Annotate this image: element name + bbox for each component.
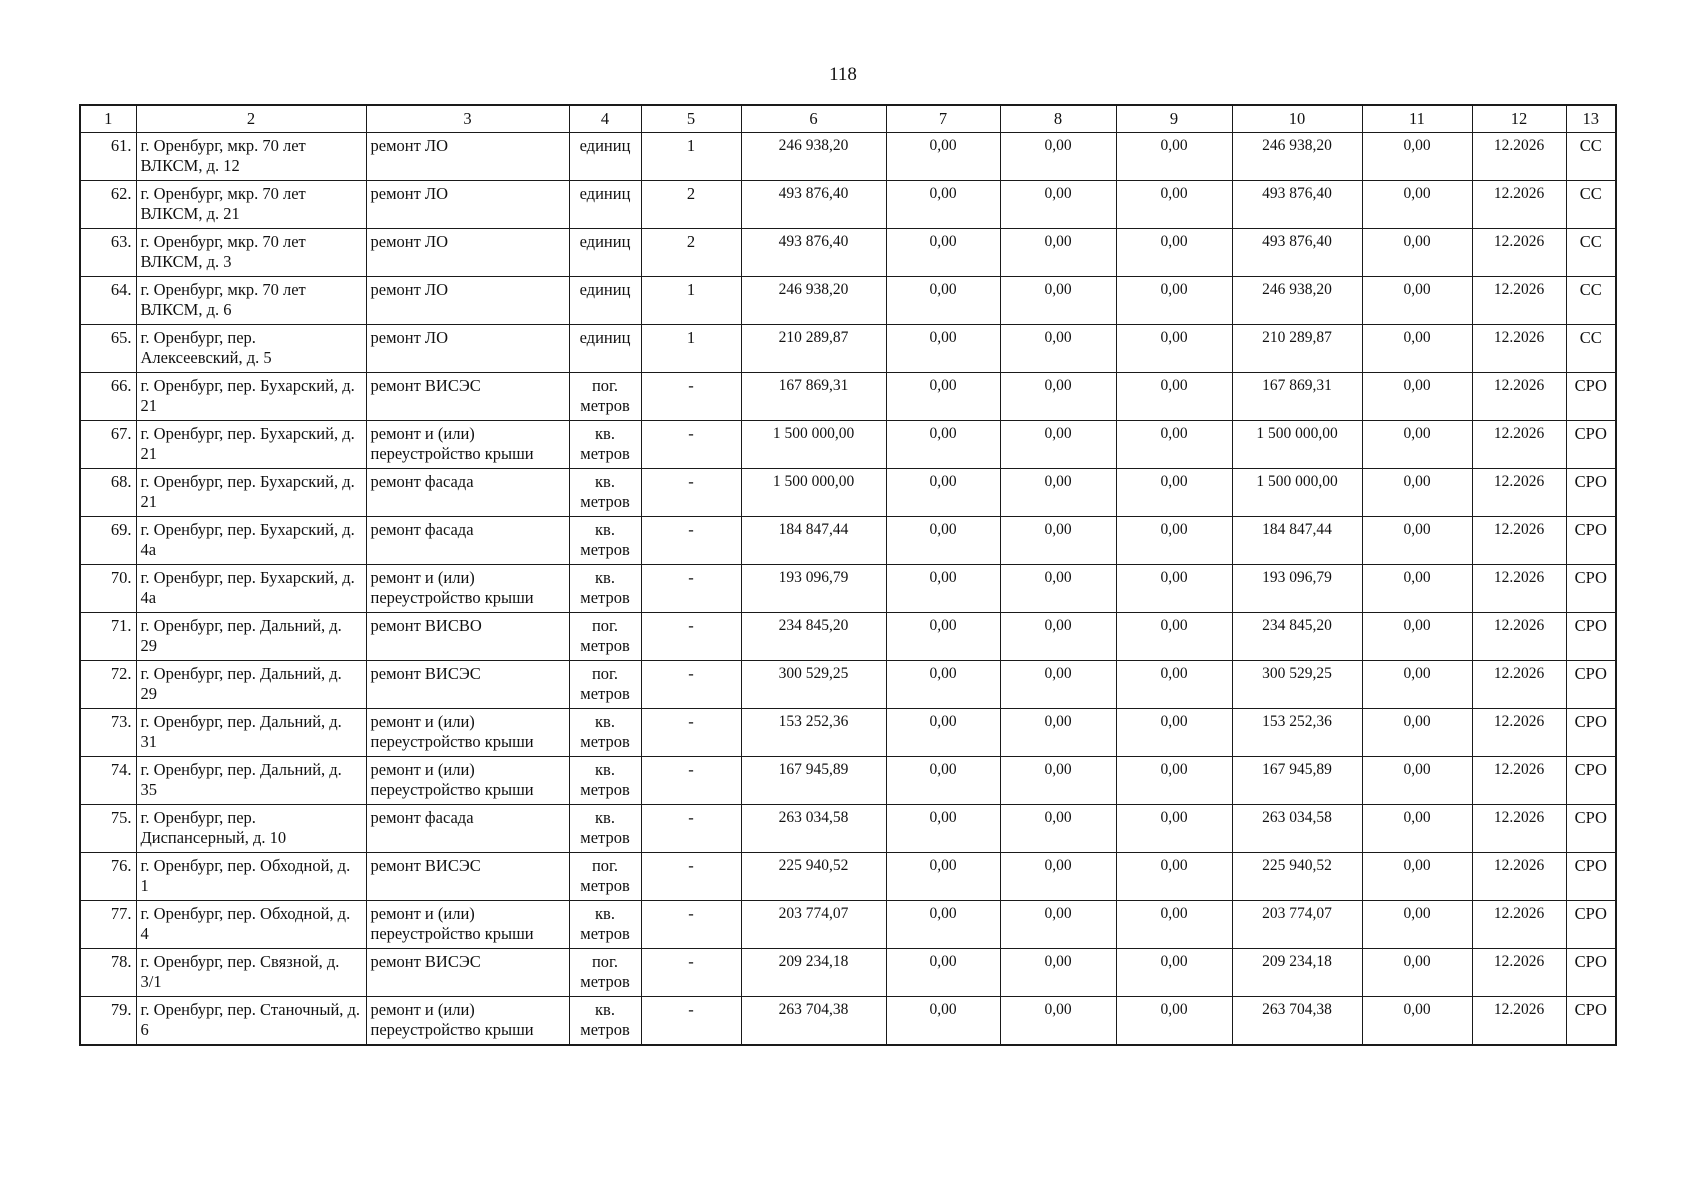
cost-col8-cell: 0,00 bbox=[1000, 997, 1116, 1045]
table-row bbox=[80, 565, 1616, 613]
completion-date-cell: 12.2026 bbox=[1472, 613, 1566, 661]
unit-cell: единиц bbox=[569, 133, 641, 181]
method-cell: СРО bbox=[1566, 565, 1616, 613]
quantity-cell: - bbox=[641, 565, 741, 613]
cost-col11-cell: 0,00 bbox=[1362, 517, 1472, 565]
unit-cell: кв. метров bbox=[569, 709, 641, 757]
work-type-cell: ремонт фасада bbox=[366, 469, 569, 517]
cost-col8-cell: 0,00 bbox=[1000, 757, 1116, 805]
cost-total-cell: 1 500 000,00 bbox=[741, 469, 886, 517]
cost-col7-cell: 0,00 bbox=[886, 325, 1000, 373]
cost-col9-cell: 0,00 bbox=[1116, 469, 1232, 517]
cost-col8-cell: 0,00 bbox=[1000, 565, 1116, 613]
method-cell: СРО bbox=[1566, 373, 1616, 421]
quantity-cell: - bbox=[641, 613, 741, 661]
quantity-cell: - bbox=[641, 901, 741, 949]
completion-date-cell: 12.2026 bbox=[1472, 133, 1566, 181]
quantity-cell: - bbox=[641, 469, 741, 517]
cost-col7-cell: 0,00 bbox=[886, 949, 1000, 997]
completion-date-cell: 12.2026 bbox=[1472, 373, 1566, 421]
address-cell: г. Оренбург, мкр. 70 лет ВЛКСМ, д. 3 bbox=[136, 229, 366, 277]
unit-cell: единиц bbox=[569, 181, 641, 229]
column-header: 7 bbox=[886, 105, 1000, 133]
cost-total-cell: 234 845,20 bbox=[741, 613, 886, 661]
address-cell: г. Оренбург, пер. Алексеевский, д. 5 bbox=[136, 325, 366, 373]
cost-col8-cell: 0,00 bbox=[1000, 133, 1116, 181]
cost-col8-cell: 0,00 bbox=[1000, 469, 1116, 517]
cost-col11-cell: 0,00 bbox=[1362, 421, 1472, 469]
completion-date-cell: 12.2026 bbox=[1472, 709, 1566, 757]
cost-col10-cell: 493 876,40 bbox=[1232, 181, 1362, 229]
completion-date-cell: 12.2026 bbox=[1472, 181, 1566, 229]
work-type-cell: ремонт ЛО bbox=[366, 133, 569, 181]
method-cell: СС bbox=[1566, 325, 1616, 373]
work-type-cell: ремонт ВИСЭС bbox=[366, 949, 569, 997]
cost-total-cell: 167 945,89 bbox=[741, 757, 886, 805]
work-type-cell: ремонт и (или) переустройство крыши bbox=[366, 901, 569, 949]
address-cell: г. Оренбург, пер. Бухарский, д. 21 bbox=[136, 469, 366, 517]
cost-col8-cell: 0,00 bbox=[1000, 325, 1116, 373]
cost-col7-cell: 0,00 bbox=[886, 901, 1000, 949]
column-header: 13 bbox=[1566, 105, 1616, 133]
row-number-cell: 68. bbox=[80, 469, 136, 517]
cost-col7-cell: 0,00 bbox=[886, 661, 1000, 709]
row-number-cell: 74. bbox=[80, 757, 136, 805]
column-header: 2 bbox=[136, 105, 366, 133]
cost-col9-cell: 0,00 bbox=[1116, 517, 1232, 565]
unit-cell: пог. метров bbox=[569, 373, 641, 421]
cost-col10-cell: 263 704,38 bbox=[1232, 997, 1362, 1045]
cost-total-cell: 246 938,20 bbox=[741, 277, 886, 325]
cost-total-cell: 209 234,18 bbox=[741, 949, 886, 997]
quantity-cell: - bbox=[641, 517, 741, 565]
cost-col9-cell: 0,00 bbox=[1116, 277, 1232, 325]
unit-cell: пог. метров bbox=[569, 613, 641, 661]
quantity-cell: 1 bbox=[641, 277, 741, 325]
method-cell: СРО bbox=[1566, 661, 1616, 709]
cost-col7-cell: 0,00 bbox=[886, 565, 1000, 613]
method-cell: СРО bbox=[1566, 805, 1616, 853]
method-cell: СРО bbox=[1566, 469, 1616, 517]
completion-date-cell: 12.2026 bbox=[1472, 757, 1566, 805]
cost-col11-cell: 0,00 bbox=[1362, 229, 1472, 277]
cost-col9-cell: 0,00 bbox=[1116, 661, 1232, 709]
row-number-cell: 62. bbox=[80, 181, 136, 229]
work-type-cell: ремонт ЛО bbox=[366, 229, 569, 277]
cost-col10-cell: 167 869,31 bbox=[1232, 373, 1362, 421]
completion-date-cell: 12.2026 bbox=[1472, 661, 1566, 709]
cost-total-cell: 1 500 000,00 bbox=[741, 421, 886, 469]
cost-col7-cell: 0,00 bbox=[886, 229, 1000, 277]
cost-col8-cell: 0,00 bbox=[1000, 373, 1116, 421]
unit-cell: кв. метров bbox=[569, 757, 641, 805]
column-header: 10 bbox=[1232, 105, 1362, 133]
cost-col8-cell: 0,00 bbox=[1000, 949, 1116, 997]
unit-cell: кв. метров bbox=[569, 565, 641, 613]
cost-col10-cell: 210 289,87 bbox=[1232, 325, 1362, 373]
unit-cell: кв. метров bbox=[569, 469, 641, 517]
unit-cell: пог. метров bbox=[569, 853, 641, 901]
cost-col11-cell: 0,00 bbox=[1362, 805, 1472, 853]
column-header: 5 bbox=[641, 105, 741, 133]
address-cell: г. Оренбург, пер. Дальний, д. 29 bbox=[136, 613, 366, 661]
table-body bbox=[80, 133, 1616, 1045]
cost-col11-cell: 0,00 bbox=[1362, 661, 1472, 709]
address-cell: г. Оренбург, пер. Бухарский, д. 21 bbox=[136, 373, 366, 421]
row-number-cell: 72. bbox=[80, 661, 136, 709]
address-cell: г. Оренбург, мкр. 70 лет ВЛКСМ, д. 21 bbox=[136, 181, 366, 229]
table-row bbox=[80, 325, 1616, 373]
cost-col10-cell: 167 945,89 bbox=[1232, 757, 1362, 805]
cost-col8-cell: 0,00 bbox=[1000, 661, 1116, 709]
cost-col7-cell: 0,00 bbox=[886, 853, 1000, 901]
quantity-cell: - bbox=[641, 709, 741, 757]
completion-date-cell: 12.2026 bbox=[1472, 421, 1566, 469]
quantity-cell: 2 bbox=[641, 229, 741, 277]
cost-col10-cell: 1 500 000,00 bbox=[1232, 421, 1362, 469]
cost-col9-cell: 0,00 bbox=[1116, 853, 1232, 901]
row-number-cell: 64. bbox=[80, 277, 136, 325]
cost-col11-cell: 0,00 bbox=[1362, 325, 1472, 373]
cost-total-cell: 493 876,40 bbox=[741, 229, 886, 277]
cost-col8-cell: 0,00 bbox=[1000, 901, 1116, 949]
row-number-cell: 63. bbox=[80, 229, 136, 277]
cost-col8-cell: 0,00 bbox=[1000, 229, 1116, 277]
cost-col9-cell: 0,00 bbox=[1116, 229, 1232, 277]
cost-col9-cell: 0,00 bbox=[1116, 709, 1232, 757]
cost-col7-cell: 0,00 bbox=[886, 613, 1000, 661]
cost-col8-cell: 0,00 bbox=[1000, 277, 1116, 325]
table-row bbox=[80, 997, 1616, 1045]
completion-date-cell: 12.2026 bbox=[1472, 565, 1566, 613]
work-type-cell: ремонт ВИСВО bbox=[366, 613, 569, 661]
address-cell: г. Оренбург, мкр. 70 лет ВЛКСМ, д. 6 bbox=[136, 277, 366, 325]
completion-date-cell: 12.2026 bbox=[1472, 325, 1566, 373]
cost-col7-cell: 0,00 bbox=[886, 133, 1000, 181]
work-type-cell: ремонт ВИСЭС bbox=[366, 661, 569, 709]
row-number-cell: 79. bbox=[80, 997, 136, 1045]
work-type-cell: ремонт ЛО bbox=[366, 181, 569, 229]
header-row bbox=[80, 105, 1616, 133]
method-cell: СРО bbox=[1566, 517, 1616, 565]
row-number-cell: 69. bbox=[80, 517, 136, 565]
column-header: 6 bbox=[741, 105, 886, 133]
address-cell: г. Оренбург, пер. Бухарский, д. 4а bbox=[136, 565, 366, 613]
address-cell: г. Оренбург, пер. Бухарский, д. 21 bbox=[136, 421, 366, 469]
unit-cell: единиц bbox=[569, 229, 641, 277]
cost-total-cell: 167 869,31 bbox=[741, 373, 886, 421]
table-row bbox=[80, 661, 1616, 709]
cost-col9-cell: 0,00 bbox=[1116, 325, 1232, 373]
method-cell: СРО bbox=[1566, 613, 1616, 661]
row-number-cell: 75. bbox=[80, 805, 136, 853]
cost-col11-cell: 0,00 bbox=[1362, 565, 1472, 613]
cost-col10-cell: 493 876,40 bbox=[1232, 229, 1362, 277]
address-cell: г. Оренбург, пер. Дальний, д. 31 bbox=[136, 709, 366, 757]
cost-col9-cell: 0,00 bbox=[1116, 997, 1232, 1045]
work-type-cell: ремонт и (или) переустройство крыши bbox=[366, 997, 569, 1045]
cost-total-cell: 153 252,36 bbox=[741, 709, 886, 757]
cost-col8-cell: 0,00 bbox=[1000, 517, 1116, 565]
table-row bbox=[80, 469, 1616, 517]
unit-cell: единиц bbox=[569, 325, 641, 373]
address-cell: г. Оренбург, пер. Станочный, д. 6 bbox=[136, 997, 366, 1045]
address-cell: г. Оренбург, пер. Бухарский, д. 4а bbox=[136, 517, 366, 565]
unit-cell: кв. метров bbox=[569, 421, 641, 469]
address-cell: г. Оренбург, пер. Обходной, д. 1 bbox=[136, 853, 366, 901]
cost-total-cell: 300 529,25 bbox=[741, 661, 886, 709]
work-type-cell: ремонт фасада bbox=[366, 517, 569, 565]
quantity-cell: - bbox=[641, 373, 741, 421]
unit-cell: кв. метров bbox=[569, 517, 641, 565]
method-cell: СРО bbox=[1566, 853, 1616, 901]
cost-col7-cell: 0,00 bbox=[886, 181, 1000, 229]
work-type-cell: ремонт ВИСЭС bbox=[366, 853, 569, 901]
row-number-cell: 61. bbox=[80, 133, 136, 181]
cost-col10-cell: 246 938,20 bbox=[1232, 133, 1362, 181]
cost-col9-cell: 0,00 bbox=[1116, 901, 1232, 949]
column-header: 12 bbox=[1472, 105, 1566, 133]
quantity-cell: 1 bbox=[641, 325, 741, 373]
cost-col10-cell: 209 234,18 bbox=[1232, 949, 1362, 997]
row-number-cell: 67. bbox=[80, 421, 136, 469]
method-cell: СРО bbox=[1566, 757, 1616, 805]
table-row bbox=[80, 421, 1616, 469]
work-type-cell: ремонт и (или) переустройство крыши bbox=[366, 709, 569, 757]
cost-total-cell: 263 034,58 bbox=[741, 805, 886, 853]
cost-col11-cell: 0,00 bbox=[1362, 949, 1472, 997]
cost-col9-cell: 0,00 bbox=[1116, 373, 1232, 421]
row-number-cell: 65. bbox=[80, 325, 136, 373]
completion-date-cell: 12.2026 bbox=[1472, 517, 1566, 565]
address-cell: г. Оренбург, мкр. 70 лет ВЛКСМ, д. 12 bbox=[136, 133, 366, 181]
cost-col7-cell: 0,00 bbox=[886, 997, 1000, 1045]
table-row bbox=[80, 709, 1616, 757]
cost-col8-cell: 0,00 bbox=[1000, 421, 1116, 469]
completion-date-cell: 12.2026 bbox=[1472, 805, 1566, 853]
quantity-cell: - bbox=[641, 853, 741, 901]
work-type-cell: ремонт ЛО bbox=[366, 325, 569, 373]
row-number-cell: 73. bbox=[80, 709, 136, 757]
method-cell: СРО bbox=[1566, 949, 1616, 997]
column-header: 1 bbox=[80, 105, 136, 133]
row-number-cell: 70. bbox=[80, 565, 136, 613]
work-type-cell: ремонт и (или) переустройство крыши bbox=[366, 757, 569, 805]
address-cell: г. Оренбург, пер. Дальний, д. 29 bbox=[136, 661, 366, 709]
cost-col7-cell: 0,00 bbox=[886, 373, 1000, 421]
method-cell: СРО bbox=[1566, 901, 1616, 949]
address-cell: г. Оренбург, пер. Диспансерный, д. 10 bbox=[136, 805, 366, 853]
unit-cell: единиц bbox=[569, 277, 641, 325]
cost-col9-cell: 0,00 bbox=[1116, 613, 1232, 661]
cost-col10-cell: 203 774,07 bbox=[1232, 901, 1362, 949]
table-row bbox=[80, 373, 1616, 421]
work-type-cell: ремонт ЛО bbox=[366, 277, 569, 325]
cost-col11-cell: 0,00 bbox=[1362, 181, 1472, 229]
cost-total-cell: 210 289,87 bbox=[741, 325, 886, 373]
column-header: 9 bbox=[1116, 105, 1232, 133]
quantity-cell: - bbox=[641, 757, 741, 805]
method-cell: СРО bbox=[1566, 997, 1616, 1045]
cost-col7-cell: 0,00 bbox=[886, 709, 1000, 757]
table-row bbox=[80, 853, 1616, 901]
works-table bbox=[79, 104, 1617, 1046]
cost-col10-cell: 153 252,36 bbox=[1232, 709, 1362, 757]
cost-col8-cell: 0,00 bbox=[1000, 805, 1116, 853]
cost-col10-cell: 225 940,52 bbox=[1232, 853, 1362, 901]
quantity-cell: - bbox=[641, 997, 741, 1045]
table-row bbox=[80, 229, 1616, 277]
cost-col11-cell: 0,00 bbox=[1362, 469, 1472, 517]
column-header: 3 bbox=[366, 105, 569, 133]
unit-cell: кв. метров bbox=[569, 901, 641, 949]
column-header: 4 bbox=[569, 105, 641, 133]
table-row bbox=[80, 613, 1616, 661]
table-row bbox=[80, 949, 1616, 997]
work-type-cell: ремонт и (или) переустройство крыши bbox=[366, 421, 569, 469]
quantity-cell: - bbox=[641, 421, 741, 469]
unit-cell: кв. метров bbox=[569, 997, 641, 1045]
table-row bbox=[80, 757, 1616, 805]
completion-date-cell: 12.2026 bbox=[1472, 949, 1566, 997]
cost-col8-cell: 0,00 bbox=[1000, 709, 1116, 757]
cost-col10-cell: 234 845,20 bbox=[1232, 613, 1362, 661]
quantity-cell: - bbox=[641, 949, 741, 997]
cost-col11-cell: 0,00 bbox=[1362, 997, 1472, 1045]
method-cell: СРО bbox=[1566, 421, 1616, 469]
table-row bbox=[80, 517, 1616, 565]
table-row bbox=[80, 901, 1616, 949]
address-cell: г. Оренбург, пер. Дальний, д. 35 bbox=[136, 757, 366, 805]
cost-col10-cell: 300 529,25 bbox=[1232, 661, 1362, 709]
row-number-cell: 77. bbox=[80, 901, 136, 949]
cost-col9-cell: 0,00 bbox=[1116, 565, 1232, 613]
quantity-cell: 2 bbox=[641, 181, 741, 229]
cost-col8-cell: 0,00 bbox=[1000, 853, 1116, 901]
completion-date-cell: 12.2026 bbox=[1472, 229, 1566, 277]
work-type-cell: ремонт ВИСЭС bbox=[366, 373, 569, 421]
cost-col11-cell: 0,00 bbox=[1362, 277, 1472, 325]
cost-col9-cell: 0,00 bbox=[1116, 805, 1232, 853]
cost-col11-cell: 0,00 bbox=[1362, 613, 1472, 661]
quantity-cell: - bbox=[641, 805, 741, 853]
column-header: 8 bbox=[1000, 105, 1116, 133]
quantity-cell: 1 bbox=[641, 133, 741, 181]
cost-col9-cell: 0,00 bbox=[1116, 949, 1232, 997]
cost-total-cell: 184 847,44 bbox=[741, 517, 886, 565]
cost-col7-cell: 0,00 bbox=[886, 277, 1000, 325]
cost-col10-cell: 184 847,44 bbox=[1232, 517, 1362, 565]
table-row bbox=[80, 181, 1616, 229]
row-number-cell: 66. bbox=[80, 373, 136, 421]
unit-cell: кв. метров bbox=[569, 805, 641, 853]
cost-col7-cell: 0,00 bbox=[886, 421, 1000, 469]
completion-date-cell: 12.2026 bbox=[1472, 853, 1566, 901]
cost-col10-cell: 246 938,20 bbox=[1232, 277, 1362, 325]
cost-col7-cell: 0,00 bbox=[886, 517, 1000, 565]
page-number: 118 bbox=[829, 64, 857, 85]
cost-total-cell: 493 876,40 bbox=[741, 181, 886, 229]
cost-col9-cell: 0,00 bbox=[1116, 181, 1232, 229]
method-cell: СРО bbox=[1566, 709, 1616, 757]
completion-date-cell: 12.2026 bbox=[1472, 277, 1566, 325]
cost-total-cell: 263 704,38 bbox=[741, 997, 886, 1045]
cost-col10-cell: 263 034,58 bbox=[1232, 805, 1362, 853]
table-row bbox=[80, 277, 1616, 325]
table-row bbox=[80, 133, 1616, 181]
address-cell: г. Оренбург, пер. Обходной, д. 4 bbox=[136, 901, 366, 949]
cost-col7-cell: 0,00 bbox=[886, 757, 1000, 805]
method-cell: СС bbox=[1566, 277, 1616, 325]
completion-date-cell: 12.2026 bbox=[1472, 901, 1566, 949]
cost-total-cell: 203 774,07 bbox=[741, 901, 886, 949]
cost-col11-cell: 0,00 bbox=[1362, 133, 1472, 181]
cost-col7-cell: 0,00 bbox=[886, 469, 1000, 517]
cost-col10-cell: 193 096,79 bbox=[1232, 565, 1362, 613]
cost-col9-cell: 0,00 bbox=[1116, 133, 1232, 181]
cost-total-cell: 246 938,20 bbox=[741, 133, 886, 181]
method-cell: СС bbox=[1566, 133, 1616, 181]
cost-col10-cell: 1 500 000,00 bbox=[1232, 469, 1362, 517]
cost-col8-cell: 0,00 bbox=[1000, 613, 1116, 661]
cost-col11-cell: 0,00 bbox=[1362, 853, 1472, 901]
cost-col9-cell: 0,00 bbox=[1116, 757, 1232, 805]
work-type-cell: ремонт и (или) переустройство крыши bbox=[366, 565, 569, 613]
cost-col7-cell: 0,00 bbox=[886, 805, 1000, 853]
method-cell: СС bbox=[1566, 229, 1616, 277]
unit-cell: пог. метров bbox=[569, 949, 641, 997]
cost-col11-cell: 0,00 bbox=[1362, 373, 1472, 421]
cost-total-cell: 225 940,52 bbox=[741, 853, 886, 901]
cost-col11-cell: 0,00 bbox=[1362, 901, 1472, 949]
table-row bbox=[80, 805, 1616, 853]
cost-col9-cell: 0,00 bbox=[1116, 421, 1232, 469]
address-cell: г. Оренбург, пер. Связной, д. 3/1 bbox=[136, 949, 366, 997]
quantity-cell: - bbox=[641, 661, 741, 709]
work-type-cell: ремонт фасада bbox=[366, 805, 569, 853]
cost-total-cell: 193 096,79 bbox=[741, 565, 886, 613]
cost-col11-cell: 0,00 bbox=[1362, 709, 1472, 757]
unit-cell: пог. метров bbox=[569, 661, 641, 709]
cost-col11-cell: 0,00 bbox=[1362, 757, 1472, 805]
column-header: 11 bbox=[1362, 105, 1472, 133]
cost-col8-cell: 0,00 bbox=[1000, 181, 1116, 229]
row-number-cell: 78. bbox=[80, 949, 136, 997]
completion-date-cell: 12.2026 bbox=[1472, 997, 1566, 1045]
method-cell: СС bbox=[1566, 181, 1616, 229]
row-number-cell: 76. bbox=[80, 853, 136, 901]
row-number-cell: 71. bbox=[80, 613, 136, 661]
completion-date-cell: 12.2026 bbox=[1472, 469, 1566, 517]
